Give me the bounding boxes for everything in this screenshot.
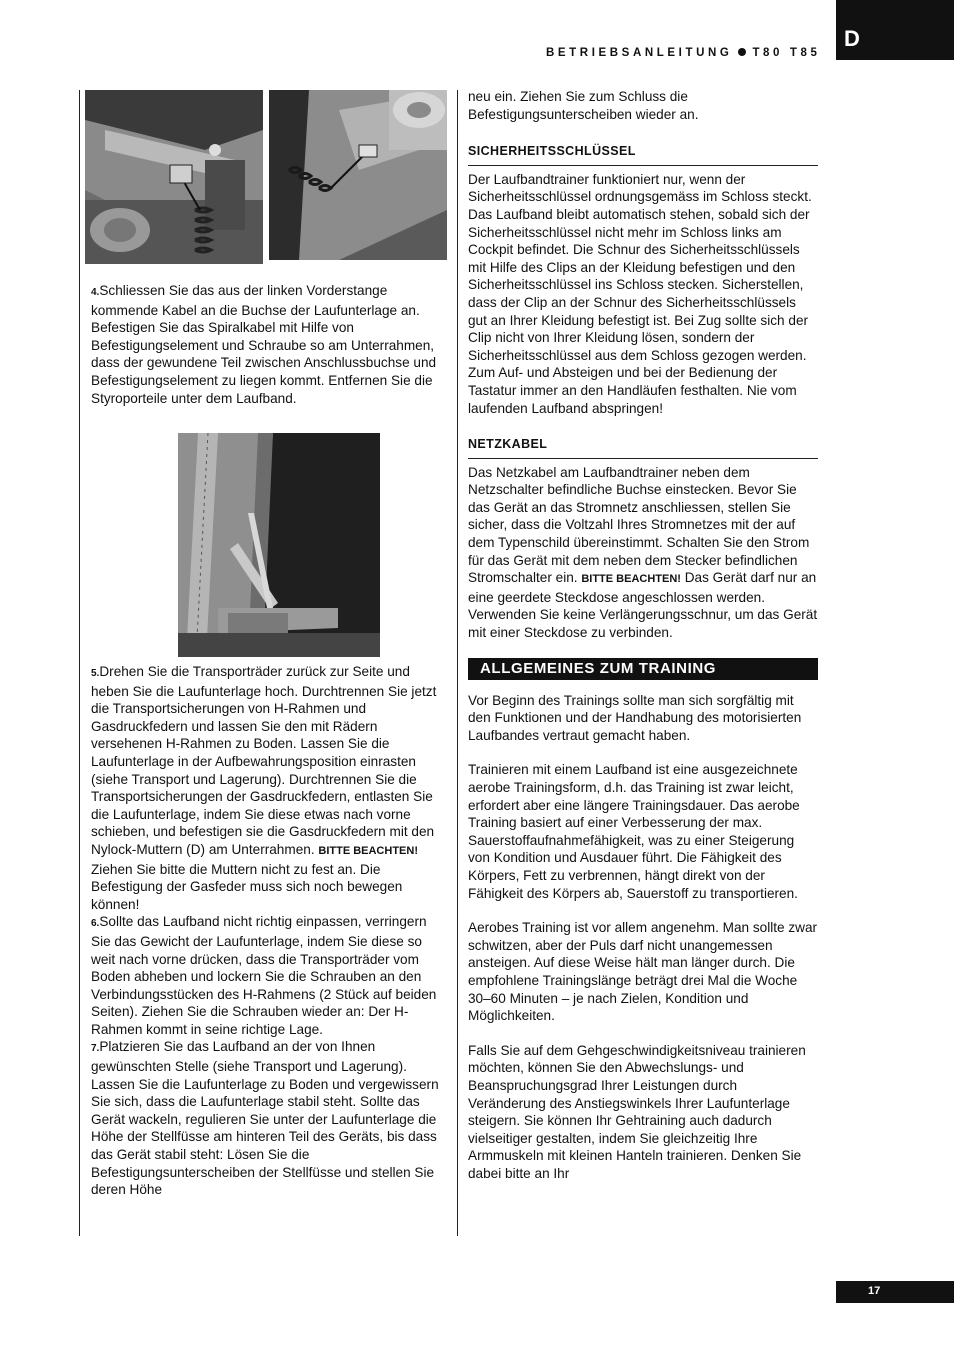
power-cable-note: BITTE BEACHTEN! <box>581 573 681 586</box>
step-6-number: 6. <box>91 918 100 930</box>
left-column-rule <box>79 90 80 1236</box>
header-title: BETRIEBSANLEITUNG <box>546 47 733 59</box>
training-paragraph-3: Aerobes Training ist vor allem angenehm. Man sollte zwar schwitzen, aber der Puls darf nicht unangemessen ansteigen. Auf diese Weise hält man länger durch. Die empfohlene Trainingslänge beträgt drei Mal die Woche 30–60 Minuten – je nach Zielen, Kondition und Möglichkeiten. <box>468 920 818 1024</box>
photo-spring-mount <box>269 90 447 260</box>
left-column-steps <box>91 663 447 1199</box>
step-4-text: Schliessen Sie das aus der linken Vorderstange kommende Kabel an die Buchse der Laufunterlage an. Befestigen Sie das Spiralkabel mit Hilfe von Befestigungselement und Schraube so am Unterrahmen, dass der gewundene Teil zwischen Anschlussbuchse und Befestigungselement zu liegen kommt. Entfernen Sie die Styroporteile unter dem Laufband. <box>91 283 437 406</box>
step-7-text: Platzieren Sie das Laufband an der von Ihnen gewünschten Stelle (siehe Transport und Lagerung). Lassen Sie die Laufunterlage zu Boden und vergewissern Sie sich, dass die Laufunterlage stabil steht. Sollte das Gerät wackeln, regulieren Sie unter der Laufunterlage die Höhe der Stellfüsse am hinteren Teil des Geräts, bis dass das Gerät stabil steht: Lösen Sie die Befestigungsunterscheiben der Stellfüsse und stellen Sie deren Höhe <box>91 1039 439 1198</box>
header-model: T80 T85 <box>752 47 821 59</box>
power-cable-text-2: Das Gerät darf nur an eine geerdete Steckdose angeschlossen werden. Verwenden Sie keine Verlängerungsschnur, um das Gerät mit einer Steckdose zu verbinden. <box>468 570 818 641</box>
right-column <box>468 88 818 1182</box>
step-6-paragraph <box>91 913 447 1038</box>
step-7-paragraph <box>91 1038 447 1198</box>
continuation-paragraph: neu ein. Ziehen Sie zum Schluss die Befestigungsunterscheiben wieder an. <box>468 89 699 122</box>
language-tab-label: D <box>844 26 860 51</box>
training-section-banner: ALLGEMEINES ZUM TRAINING <box>468 658 818 680</box>
page-number-box <box>836 1281 954 1303</box>
center-column-rule <box>457 90 458 1236</box>
language-tab <box>836 0 954 60</box>
page-number: 17 <box>868 1285 881 1297</box>
step-5-note: BITTE BEACHTEN! <box>318 844 418 857</box>
left-column-step4 <box>91 282 447 407</box>
photo-h-frame <box>178 433 380 657</box>
safety-key-heading: SICHERHEITSSCHLÜSSEL <box>468 143 818 166</box>
training-paragraph-2: Trainieren mit einem Laufband ist eine ausgezeichnete aerobe Trainingsform, d.h. das Training ist zwar leicht, erfordert aber eine längere Trainingsdauer. Das aerobe Training basiert auf einer Verbesserung der max. Sauerstoffaufnahmefähigkeit, was zu einer Steigerung von Kondition und Ausdauer führt. Die Fähigkeit des Körpers, Fett zu verbrennen, hängt direkt von der Fähigkeit des Körpers ab, Sauerstoff zu transportieren. <box>468 762 800 901</box>
step-5-paragraph <box>91 663 447 913</box>
power-cable-paragraph <box>468 464 818 642</box>
step-4-paragraph <box>91 282 447 407</box>
step-5-text-2: Ziehen Sie bitte die Muttern nicht zu fest an. Die Befestigung der Gasfeder muss sich noch bewegen können! <box>91 861 403 912</box>
step-7-number: 7. <box>91 1043 100 1055</box>
step-4-number: 4. <box>91 287 100 298</box>
training-paragraph-4: Falls Sie auf dem Gehgeschwindigkeitsniveau trainieren möchten, können Sie den Abwechslungs- und Beanspruchungsgrad Ihrer Leistungen durch Veränderung des Anstiegswinkels Ihrer Laufunterlage steigern. Sie können Ihr Gehtraining auch dadurch vielseitiger gestalten, indem Sie gleichzeitig Ihre Armmuskeln mit kleinen Hanteln trainieren. Denken Sie dabei bitte an Ihr <box>468 1042 806 1181</box>
training-paragraph-1: Vor Beginn des Trainings sollte man sich sorgfältig mit den Funktionen und der Handhabung des motorisierten Laufbandes vertraut gemacht haben. <box>468 692 802 743</box>
photo-cable-connection <box>85 90 263 264</box>
step-6-text: Sollte das Laufband nicht richtig einpassen, verringern Sie das Gewicht der Laufunterlage, indem Sie diese so weit nach vorne drücken, dass die Transporträder vom Boden abheben und lockern Sie die Schrauben an den Verbindungsstücken des H-Rahmens (2 Stück auf beiden Seiten). Ziehen Sie die Schrauben wieder an: Der H-Rahmen kommt in seine richtige Lage. <box>91 914 437 1037</box>
bullet-dot-icon <box>738 48 746 56</box>
step-5-number: 5. <box>91 668 100 679</box>
power-cable-text: Das Netzkabel am Laufbandtrainer neben dem Netzschalter befindliche Buchse einstecken. Bevor Sie das Gerät an das Stromnetz anschliessen, stellen Sie sicher, dass die Voltzahl Ihres Stromnetzes mit der auf dem Typenschild übereinstimmt. Schalten Sie den Strom für das Gerät mit dem neben dem Stecker befindlichen Stromschalter ein. <box>468 464 810 586</box>
running-header <box>546 47 820 59</box>
step-5-text: Drehen Sie die Transporträder zurück zur Seite und heben Sie die Laufunterlage hoch. Durchtrennen Sie jetzt die Transportsicherungen von H-Rahmen und Gasdruckfedern und lassen Sie den mit Rädern versehenen H-Rahmen zu Boden. Lassen Sie die Laufunterlage in der Aufbewahrungsposition einrasten (siehe Transport und Lagerung). Durchtrennen Sie die Transportsicherungen der Gasdruckfedern, entlasten Sie die Laufunterlage, indem Sie diese etwas nach vorne schieben, und befestigen sie die Gasdruckfedern mit den Nylock-Muttern (D) am Unterrahmen. <box>91 664 437 857</box>
power-cable-heading: NETZKABEL <box>468 436 818 459</box>
safety-key-paragraph: Der Laufbandtrainer funktioniert nur, wenn der Sicherheitsschlüssel ordnungsgemäss im Schloss steckt. Das Laufband bleibt automatisch stehen, sobald sich der Sicherheitsschlüssel nicht mehr im Schloss links am Cockpit befindet. Die Schnur des Sicherheitsschlüssels mit Hilfe des Clips an der Kleidung befestigen und den Sicherheitsschlüssel ins Schloss stecken. Sicherstellen, dass der Clip an der Schnur des Sicherheitsschlüssels gut an Ihrer Kleidung befestigt ist. Bei Zug sollte sich der Clip nicht von Ihrer Kleidung lösen, sondern der Sicherheitsschlüssel aus dem Schloss gezogen werden. Zum Auf- und Absteigen und bei der Bedienung der Tastatur immer an den Handläufen festhalten. Nie vom laufenden Laufband abspringen! <box>468 171 812 416</box>
